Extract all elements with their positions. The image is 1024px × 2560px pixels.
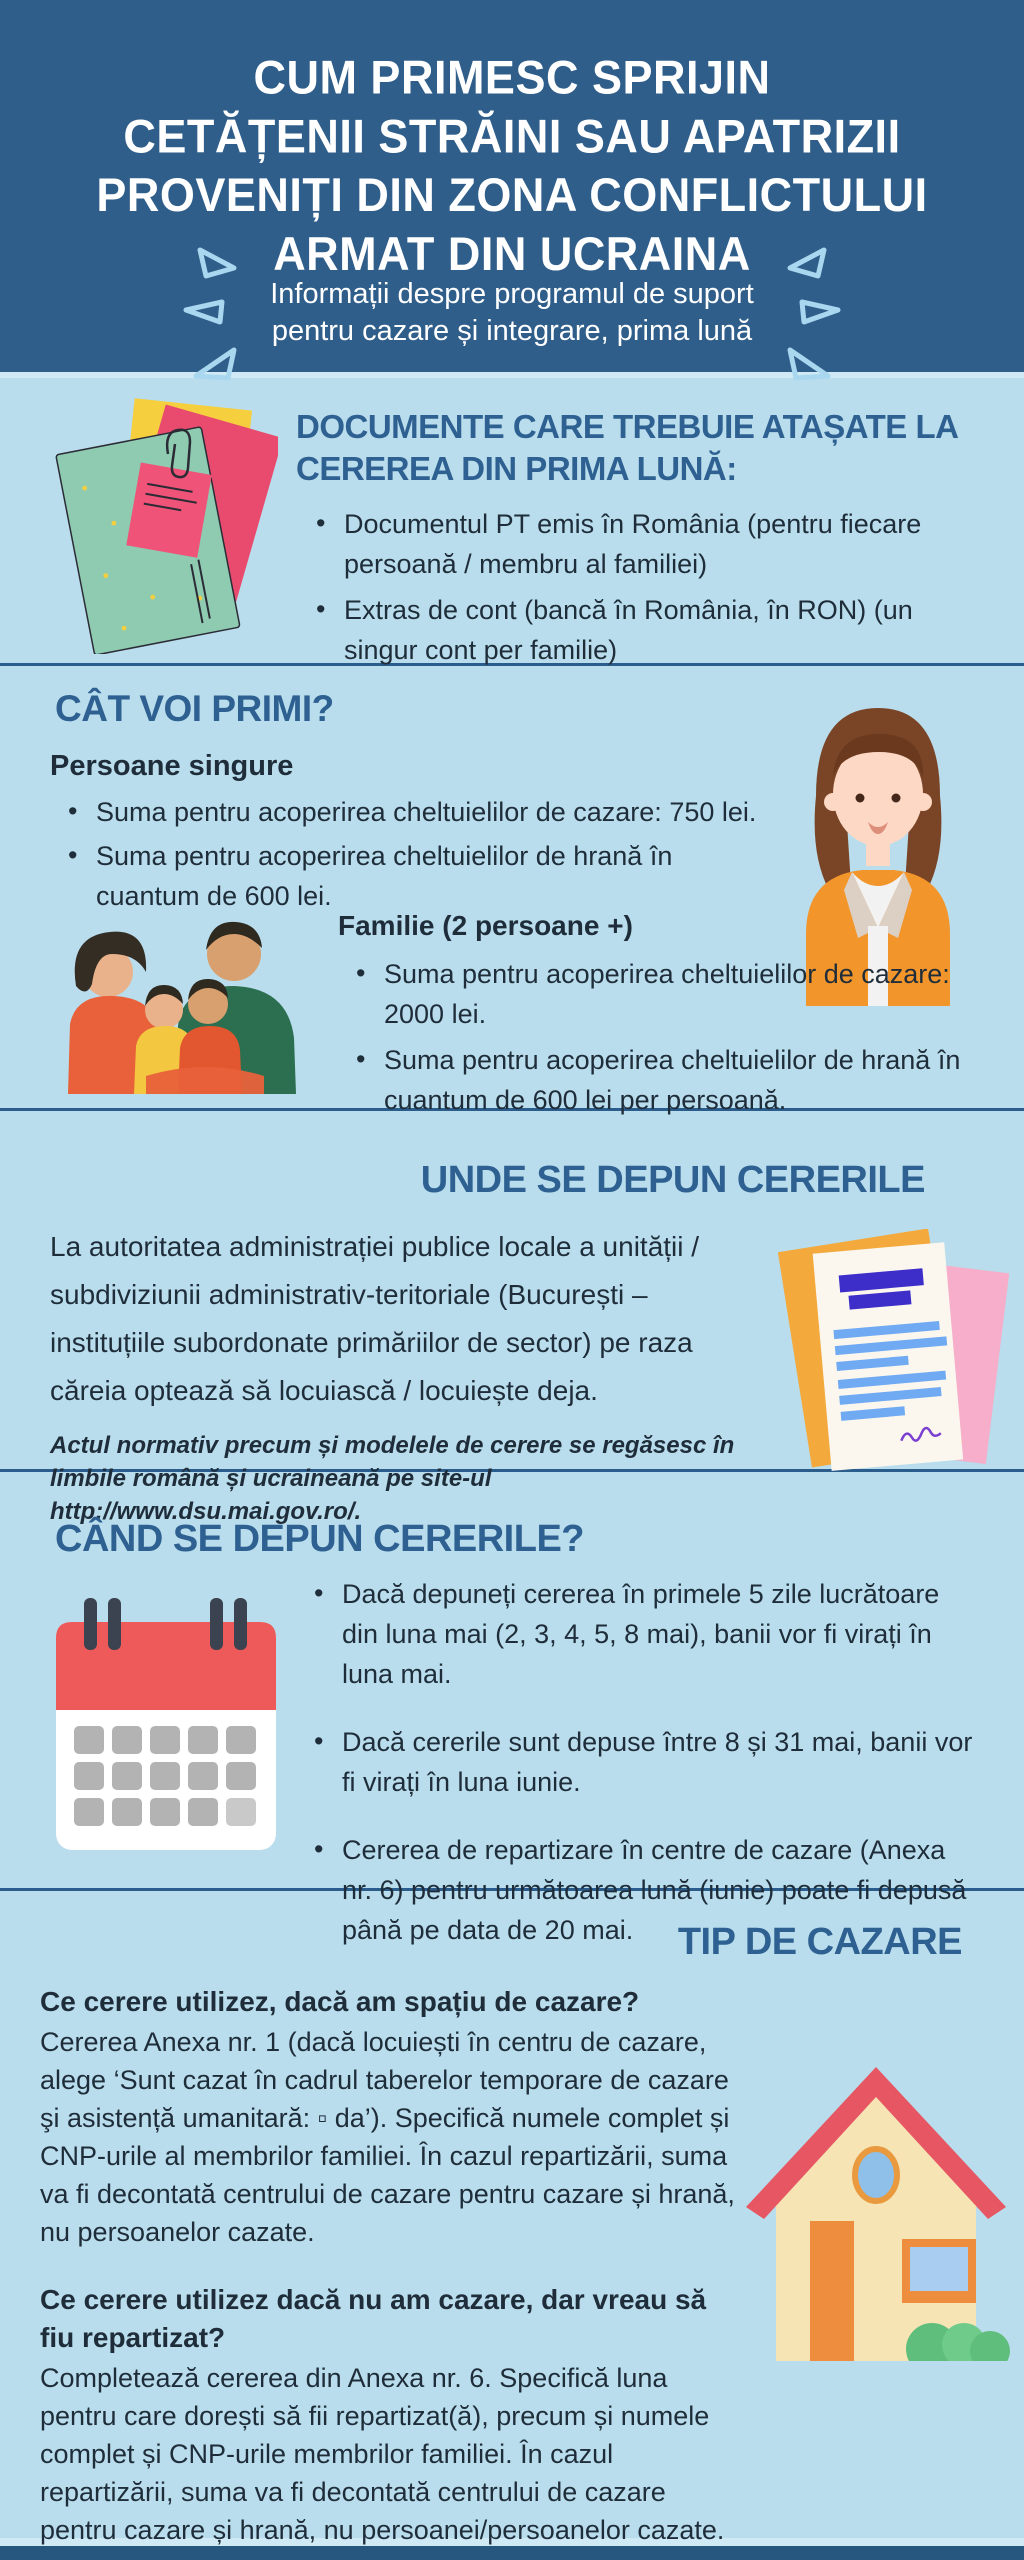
amounts-heading: CÂT VOI PRIMI? <box>55 688 334 729</box>
bullet-item: • Suma pentru acoperirea cheltuielilor de cazare: 2000 lei. <box>350 954 995 1034</box>
bullet-item: • Suma pentru acoperirea cheltuielilor de hrană în cuantum de 600 lei per persoană. <box>350 1040 995 1120</box>
section-housing-type <box>0 1891 1024 2545</box>
bullet-item: • Suma pentru acoperirea cheltuielilor de cazare: 750 lei. <box>62 792 762 832</box>
housing-answer-1: Cererea Anexa nr. 1 (dacă locuiești în centru de cazare, alege ‘Sunt cazat în cadrul taberelor temporare de cazare şi asistență umanitară: ▫ da’). Specifică numele complet și CNP-urile al membrilor familiei. În cazul repartizării, suma va fi decontată centrului de cazare pentru cazare și hrană, nu persoanelor cazate. <box>40 2027 735 2247</box>
title-line: PROVENIȚI DIN ZONA CONFLICTULUI <box>96 168 928 222</box>
bullet-item: • Suma pentru acoperirea cheltuielilor de hrană în cuantum de 600 lei. <box>62 836 762 916</box>
sparkle-left-icon <box>182 238 244 388</box>
bullet-item: • Dacă cererile sunt depuse între 8 și 31 mai, banii vor fi virați în luna iunie. <box>308 1722 976 1802</box>
bullet-item: • Cererea de repartizare în centre de cazare (Anexa nr. 6) pentru următoarea lună (iunie) poate fi depusă până pe data de 20 mai. <box>308 1830 976 1950</box>
subtitle-line: pentru cazare și integrare, prima lună <box>271 315 753 347</box>
housing-heading: TIP DE CAZARE <box>677 1921 962 1963</box>
documents-list <box>310 504 930 676</box>
header <box>0 0 1024 372</box>
where-heading: UNDE SE DEPUN CERERILE <box>420 1159 925 1201</box>
housing-question-1: Ce cerere utilizez, dacă am spațiu de cazare? <box>40 1986 640 2017</box>
title-line: ARMAT DIN UCRAINA <box>273 226 751 281</box>
bullet-item: • Documentul PT emis în România (pentru fiecare persoană / membru al familiei) <box>310 504 930 584</box>
where-paragraph: La autoritatea administrației publice locale a unității / subdiviziunii administrativ-teritoriale (București – instituțiile subordonate primăriilor de sector) pe raza căreia optează să locuiască / locuiește deja. <box>50 1231 700 1406</box>
subtitle-row <box>0 238 1024 388</box>
section-documents <box>0 378 1024 663</box>
application-form-illustration <box>776 1229 1016 1484</box>
bullet-item: • Extras de cont (bancă în România, în RON) (un singur cont per familie) <box>310 590 930 670</box>
house-illustration <box>740 2059 1012 2366</box>
where-note: Actul normativ precum și modelele de cerere se regăsesc în limbile română și ucraineană pe site-ul http://www.dsu.mai.gov.ro/. <box>50 1432 735 1525</box>
housing-answer-2: Completează cererea din Anexa nr. 6. Specifică luna pentru care dorești să fii repartizat(ă), precum și numele complet și CNP-urile membrilor familiei. În cazul repartizării, suma va fi decontată centrului de cazare pentru cazare și hrană, nu persoanei/persoanelor cazate. <box>40 2363 725 2545</box>
family-subheading: Familie (2 persoane +) <box>338 910 633 941</box>
single-persons-list <box>62 792 762 920</box>
housing-question-2: Ce cerere utilizez dacă nu am cazare, dar vreau să fiu repartizat? <box>40 2284 707 2353</box>
subtitle-line: Informații despre programul de suport <box>270 278 754 310</box>
page-subtitle <box>270 276 754 350</box>
sparkle-right-icon <box>780 238 842 388</box>
calendar-illustration <box>50 1594 282 1861</box>
section-amounts <box>0 666 1024 1115</box>
title-line: CUM PRIMESC SPRIJIN <box>253 50 771 104</box>
folders-illustration <box>48 396 278 659</box>
bullet-item: • Dacă depuneți cererea în primele 5 zile lucrătoare din luna mai (2, 3, 4, 5, 8 mai), banii vor fi virați în luna mai. <box>308 1574 976 1694</box>
section-where <box>0 1111 1024 1525</box>
single-persons-subheading: Persoane singure <box>50 750 294 782</box>
documents-heading: DOCUMENTE CARE TREBUIE ATAȘATE LA CEREREA DIN PRIMA LUNĂ: <box>296 408 958 487</box>
when-heading: CÂND SE DEPUN CERERILE? <box>55 1518 584 1560</box>
title-line: CETĂȚENII STRĂINI SAU APATRIZII <box>123 109 901 163</box>
family-list <box>350 954 995 1126</box>
family-illustration <box>46 906 302 1099</box>
housing-text-column <box>40 1983 746 2560</box>
